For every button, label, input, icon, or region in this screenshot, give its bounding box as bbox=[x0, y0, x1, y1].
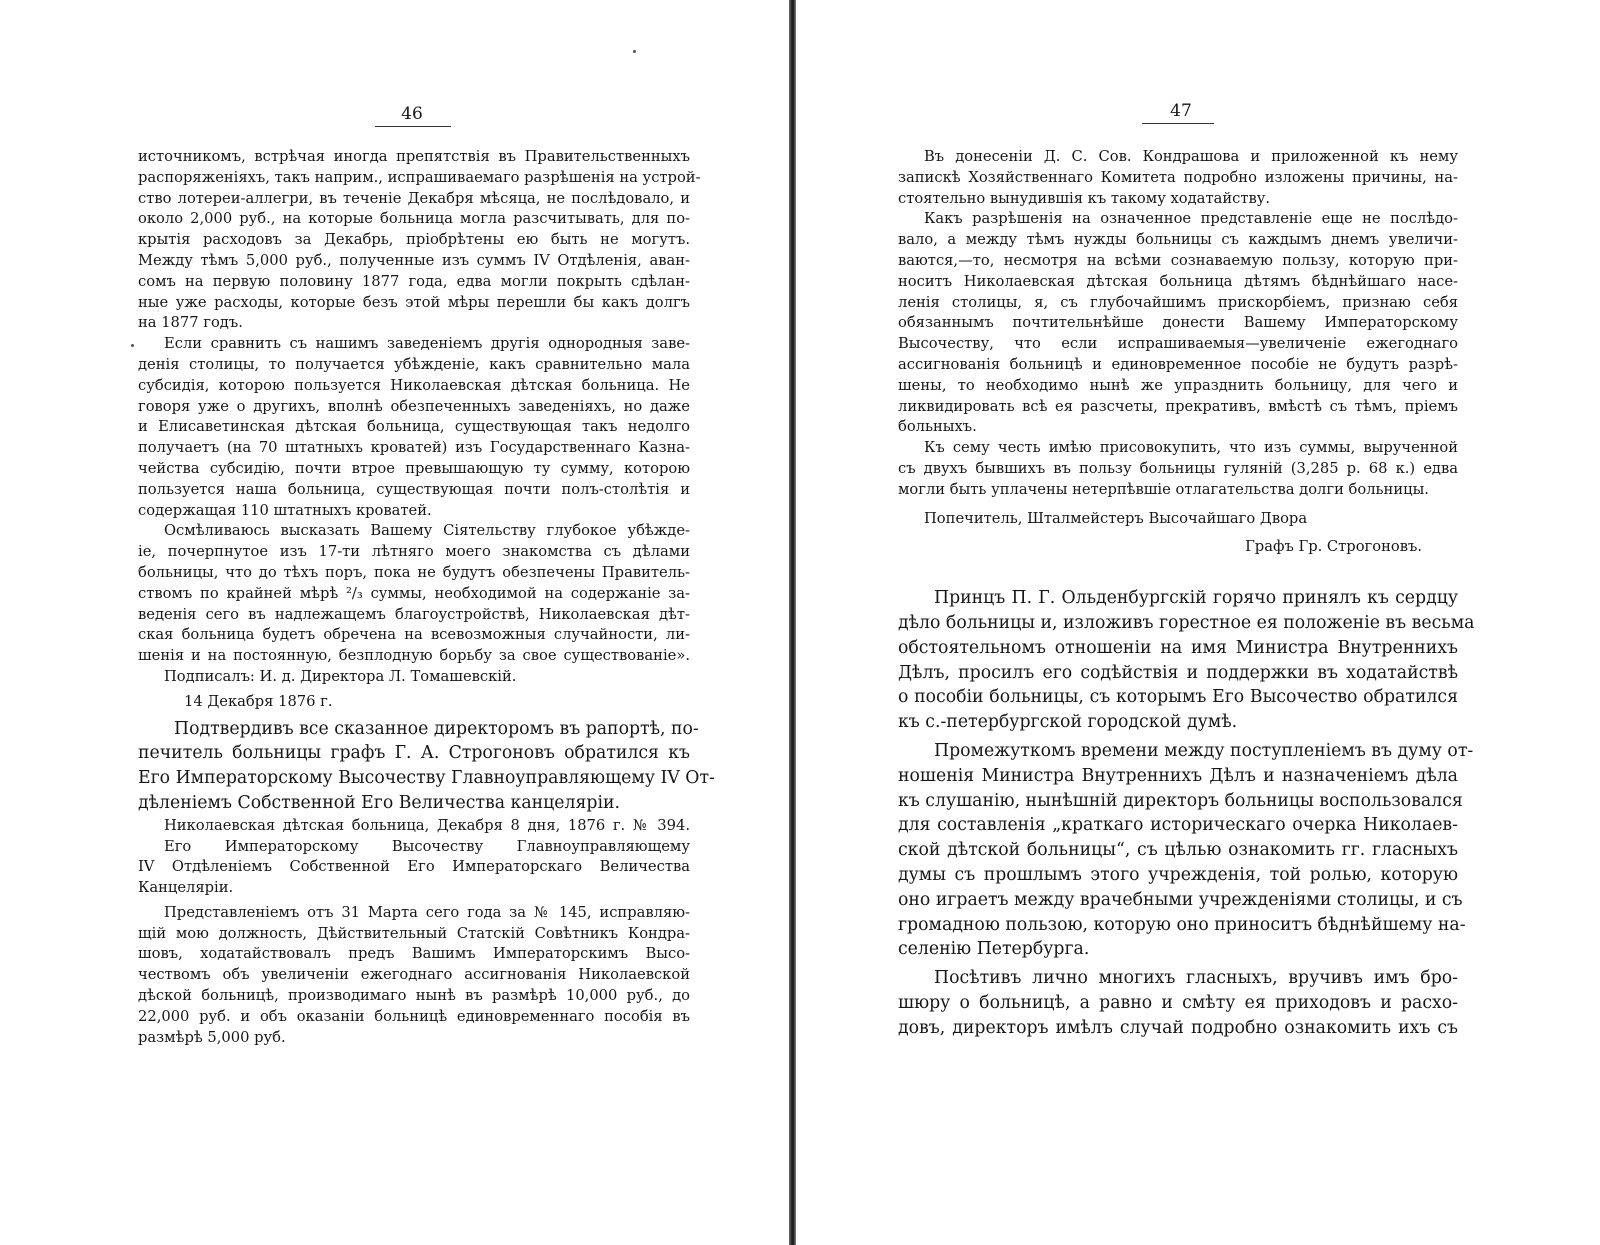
text-line: субсидія, которою пользуется Николаевская дѣтская больница. Не bbox=[138, 376, 690, 394]
text-line: Представленіемъ отъ 31 Марта сего года за № 145, исправляю- bbox=[164, 903, 690, 921]
text-line: около 2,000 руб., на которые больница могла разсчитывать, для по- bbox=[138, 210, 690, 228]
text-line: ваются,—то, несмотря на всѣми сознаваемую пользу, которую при- bbox=[898, 251, 1458, 269]
left-page bbox=[0, 0, 790, 1245]
text-line: ликвидировать всѣ ея разсчеты, прекративъ, вмѣстѣ съ тѣмъ, пріемъ bbox=[898, 397, 1458, 415]
text-line: денія столицы, то получается убѣжденіе, какъ сравнительно мала bbox=[138, 355, 690, 373]
text-line: Дѣлъ, просилъ его содѣйствія и поддержки въ ходатайствѣ bbox=[898, 662, 1458, 683]
left-page-text bbox=[138, 147, 715, 1048]
text-line: селенію Петербурга. bbox=[898, 939, 1090, 960]
text-line: шюру о больницѣ, а равно и смѣту ея приходовъ и расхо- bbox=[898, 992, 1458, 1013]
text-line: ствомъ по крайней мѣрѣ ²/₃ суммы, необходимой на содержаніе за- bbox=[138, 584, 690, 602]
text-line: обязаннымъ почтительнѣйше донести Вашему Императорскому bbox=[898, 314, 1458, 332]
text-line: Посѣтивъ лично многихъ гласныхъ, вручивъ имъ бро- bbox=[934, 968, 1458, 989]
text-line: Его Императорскому Высочеству Главноуправляющему IV От- bbox=[138, 768, 715, 789]
text-line: могли быть уплачены нетерпѣвшіе отлагательства долги больницы. bbox=[898, 480, 1429, 498]
text-line: съ двухъ бывшихъ въ пользу больницы гуляній (3,285 р. 68 к.) едва bbox=[898, 459, 1458, 477]
text-line: ство лотереи-аллегри, въ теченіе Декабря мѣсяца, не послѣдовало, и bbox=[138, 189, 690, 207]
text-line: запискѣ Хозяйственнаго Комитета подробно изложены причины, на- bbox=[898, 168, 1458, 186]
text-line: іе, почерпнутое изъ 17-ти лѣтняго моего знакомства съ дѣлами bbox=[138, 543, 690, 561]
print-speck bbox=[633, 50, 636, 53]
text-line: ношенія Министра Внутреннихъ Дѣлъ и назначеніемъ дѣла bbox=[898, 765, 1458, 786]
text-line: получаетъ (на 70 штатныхъ кроватей) изъ Государственнаго Казна- bbox=[138, 439, 690, 457]
text-line: обстоятельномъ отношеніи на имя Министра Внутреннихъ bbox=[898, 637, 1458, 658]
text-line: довъ, директоръ имѣлъ случай подробно ознакомить ихъ съ bbox=[898, 1017, 1458, 1038]
signature-line: Подписалъ: И. д. Директора Л. Томашевскій. bbox=[164, 667, 517, 685]
address-line: Его Императорскому Высочеству Главноуправляющему bbox=[164, 837, 690, 855]
text-line: Къ сему честь имѣю присовокупить, что изъ суммы, вырученной bbox=[924, 439, 1458, 457]
text-line: Промежуткомъ времени между поступленіемъ въ думу от- bbox=[934, 740, 1474, 761]
text-line: дѣской больницѣ, производимаго нынѣ въ размѣрѣ 10,000 руб., до bbox=[138, 987, 690, 1005]
text-line: источникомъ, встрѣчая иногда препятствія въ Правительственныхъ bbox=[138, 148, 690, 165]
text-line: на 1877 годъ. bbox=[138, 314, 243, 332]
text-line: дѣло больницы и, изложивъ горестное ея положеніе въ весьма bbox=[898, 612, 1475, 633]
text-line: Высочеству, что если испрашиваемыя—увеличеніе ежегоднаго bbox=[898, 335, 1458, 353]
text-line: пользуется наша больница, существующая почти полъ-столѣтія и bbox=[138, 480, 690, 498]
text-line: чейства субсидію, почти втрое превышающую ту сумму, которою bbox=[138, 459, 690, 477]
right-page-text bbox=[898, 147, 1475, 1040]
text-line: оно играетъ между врачебными учрежденіями столицы, и съ bbox=[898, 889, 1463, 910]
text-line: чествомъ объ увеличеніи ежегоднаго ассигнованія Николаевской bbox=[138, 966, 690, 984]
text-line: содержащая 110 штатныхъ кроватей. bbox=[138, 501, 432, 519]
date-line: 14 Декабря 1876 г. bbox=[184, 692, 333, 710]
text-line: шены, то необходимо нынѣ же упразднить больницу, для чего и bbox=[898, 376, 1458, 394]
text-line: щій мою должность, Дѣйствительный Статскій Совѣтникъ Кондра- bbox=[138, 924, 690, 942]
text-line: стоятельно вынудившія къ такому ходатайству. bbox=[898, 189, 1271, 207]
right-page bbox=[796, 0, 1600, 1245]
text-line: Въ донесеніи Д. С. Сов. Кондрашова и приложенной къ нему bbox=[924, 148, 1458, 165]
text-line: и Елисаветинская дѣтская больница, существующая такъ недолго bbox=[138, 418, 690, 436]
address-line: IV Отдѣленіемъ Собственной Его Императорскаго Величества bbox=[138, 858, 690, 876]
text-line: ные уже расходы, которые безъ этой мѣры перешли бы какъ долгъ bbox=[138, 293, 690, 311]
signature-name: Графъ Гр. Строгоновъ. bbox=[1245, 538, 1422, 556]
print-speck bbox=[131, 344, 134, 347]
text-line: веденія сего въ надлежащемъ благоустройствѣ, Николаевская дѣт- bbox=[138, 605, 690, 623]
text-line: крытія расходовъ за Декабрь, пріобрѣтены ею быть не могутъ. bbox=[138, 231, 690, 249]
page-number-rule bbox=[1142, 123, 1214, 124]
text-line: сомъ на первую половину 1877 года, едва могли покрыть сдѣлан- bbox=[138, 272, 690, 290]
signature-title: Попечитель, Шталмейстеръ Высочайшаго Двора bbox=[924, 509, 1308, 527]
text-line: больныхъ. bbox=[898, 418, 977, 436]
text-line: печитель больницы графъ Г. А. Строгоновъ обратился къ bbox=[138, 743, 690, 764]
text-line: думы съ прошлымъ этого учрежденія, той ролью, которую bbox=[898, 864, 1458, 885]
text-line: ассигнованія больницѣ и единовременное пособіе не будутъ разрѣ- bbox=[898, 355, 1458, 373]
text-line: къ с.-петербургской городской думѣ. bbox=[898, 712, 1238, 733]
book-gutter bbox=[789, 0, 796, 1245]
text-line: о пособіи больницы, съ которымъ Его Высочество обратился bbox=[898, 687, 1458, 708]
page-number: 47 bbox=[1170, 101, 1192, 121]
page-number-rule bbox=[375, 126, 451, 127]
address-line: Канцеляріи. bbox=[138, 879, 234, 897]
text-line: къ слушанію, нынѣшній директоръ больницы воспользовался bbox=[898, 790, 1463, 811]
heading-line: Николаевская дѣтская больница, Декабря 8 дня, 1876 г. № 394. bbox=[164, 816, 690, 834]
text-line: 22,000 руб. и объ оказаніи больницѣ единовременнаго пособія въ bbox=[138, 1007, 690, 1025]
page-number: 46 bbox=[401, 104, 423, 124]
text-line: Принцъ П. Г. Ольденбургскій горячо принялъ къ сердцу bbox=[934, 588, 1458, 609]
text-line: размѣрѣ 5,000 руб. bbox=[138, 1028, 286, 1046]
text-line: Если сравнить съ нашимъ заведеніемъ другія однородныя заве- bbox=[164, 335, 690, 353]
text-line: носитъ Николаевская дѣтская больница дѣтямъ бѣднѣйшаго насе- bbox=[898, 272, 1458, 290]
text-line: ская больница будетъ обречена на всевозможныя случайности, ли- bbox=[138, 626, 690, 644]
text-line: Между тѣмъ 5,000 руб., полученные изъ суммъ IV Отдѣленія, аван- bbox=[138, 251, 690, 269]
text-line: дѣленіемъ Собственной Его Величества канцеляріи. bbox=[138, 792, 620, 813]
text-line: распоряженіяхъ, такъ наприм., испрашиваемаго разрѣшенія на устрой- bbox=[138, 168, 701, 186]
text-line: Осмѣливаюсь высказать Вашему Сіятельству глубокое убѣжде- bbox=[164, 522, 690, 540]
text-line: для составленія „краткаго историческаго очерка Николаев- bbox=[898, 815, 1458, 836]
text-line: вало, а между тѣмъ нужды больницы съ каждымъ днемъ увеличи- bbox=[898, 231, 1458, 249]
text-line: ленія столицы, я, съ глубочайшимъ прискорбіемъ, признаю себя bbox=[898, 293, 1458, 311]
text-line: шенія и на постоянную, безплодную борьбу за свое существованіе». bbox=[138, 647, 690, 665]
text-line: громадною пользою, которую оно приноситъ бѣднѣйшему на- bbox=[898, 914, 1466, 935]
text-line: ской дѣтской больницы“, съ цѣлью ознакомить гг. гласныхъ bbox=[898, 840, 1458, 861]
text-line: Подтвердивъ все сказанное директоромъ въ рапортѣ, по- bbox=[174, 718, 699, 739]
text-line: шовъ, ходатайствовалъ предъ Вашимъ Императорскимъ Высо- bbox=[138, 945, 690, 963]
text-line: больницы, что до тѣхъ поръ, пока не будутъ обезпечены Правитель- bbox=[138, 563, 690, 581]
text-line: Какъ разрѣшенія на означенное представленіе еще не послѣдо- bbox=[924, 210, 1458, 228]
text-line: говоря уже о другихъ, вполнѣ обезпеченныхъ заведеніяхъ, но даже bbox=[138, 397, 690, 415]
